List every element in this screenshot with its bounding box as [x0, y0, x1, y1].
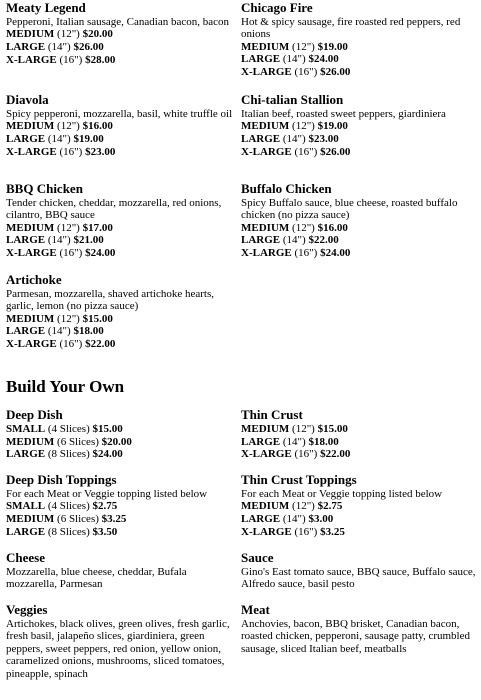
price-line: X-LARGE (16") $3.25	[241, 525, 345, 538]
price-line: LARGE (14") $24.00	[241, 53, 339, 66]
price-line: X-LARGE (16") $24.00	[241, 247, 351, 259]
item-description: Parmesan, mozzarella, shaved artichoke hearts, garlic, lemon (no pizza sauce)	[6, 288, 214, 313]
menu-item	[241, 408, 477, 461]
item-description: For each Meat or Veggie topping listed below	[6, 488, 208, 500]
price-line: MEDIUM (6 Slices) $3.25	[6, 513, 127, 525]
price-line: LARGE (14") $18.00	[241, 435, 339, 448]
menu-item	[241, 93, 477, 158]
price-line: X-LARGE (16") $22.00	[241, 448, 351, 461]
price-line: MEDIUM (12") $16.00	[241, 221, 348, 234]
item-description: Anchovies, bacon, BBQ brisket, Canadian bacon, roasted chicken, pepperoni, sausage patty, crumbled sausage, sliced Italian beef, meatballs	[241, 618, 470, 655]
item-description: Gino's East tomato sauce, BBQ sauce, Buffalo sauce, Alfredo sauce, basil pesto	[241, 566, 476, 591]
price-line: MEDIUM (12") $20.00	[6, 28, 113, 41]
price-line: MEDIUM (12") $15.00	[6, 312, 113, 325]
price-line: MEDIUM (12") $15.00	[241, 423, 348, 435]
menu-item	[241, 473, 477, 538]
price-line: X-LARGE (16") $23.00	[6, 145, 116, 158]
price-line: MEDIUM (12") $17.00	[6, 221, 113, 234]
menu-item	[6, 93, 234, 158]
price-line: X-LARGE (16") $26.00	[241, 145, 351, 158]
price-line: LARGE (8 Slices) $24.00	[6, 448, 123, 461]
price-line: LARGE (14") $23.00	[241, 133, 339, 145]
item-name: Diavola	[6, 92, 49, 107]
menu-item	[6, 551, 232, 591]
item-description: Artichokes, black olives, green olives, fresh garlic, fresh basil, jalapeño slices, giardiniera, green peppers, sweet peppers, red onion, yellow onion, caramelized onions, mushrooms, sliced tomatoes, pineapple, spinach	[6, 618, 230, 680]
price-line: MEDIUM (12") $2.75	[241, 500, 343, 513]
item-description: Tender chicken, cheddar, mozzarella, red onions, cilantro, BBQ sauce	[6, 197, 222, 222]
price-line: SMALL (4 Slices) $15.00	[6, 423, 123, 435]
menu-item	[241, 1, 477, 79]
price-line: SMALL (4 Slices) $2.75	[6, 500, 118, 513]
item-description: Spicy Buffalo sauce, blue cheese, roasted buffalo chicken (no pizza sauce)	[241, 197, 458, 222]
menu-item	[241, 182, 469, 260]
item-name: Artichoke	[6, 272, 62, 287]
item-name: Meaty Legend	[6, 0, 86, 15]
price-line: X-LARGE (16") $26.00	[241, 66, 351, 78]
item-description: Spicy pepperoni, mozzarella, basil, white truffle oil	[6, 108, 233, 120]
item-name: Meat	[241, 602, 270, 617]
item-name: Buffalo Chicken	[241, 181, 332, 196]
price-line: X-LARGE (16") $24.00	[6, 247, 116, 259]
price-line: MEDIUM (12") $19.00	[241, 120, 348, 133]
menu-item	[6, 1, 234, 66]
price-line: LARGE (14") $3.00	[241, 513, 334, 525]
item-description: Hot & spicy sausage, fire roasted red peppers, red onions	[241, 16, 461, 41]
price-line: MEDIUM (6 Slices) $20.00	[6, 435, 132, 448]
section-title: Build Your Own	[6, 377, 125, 396]
menu-item	[6, 273, 232, 351]
price-line: X-LARGE (16") $22.00	[6, 338, 116, 350]
menu-item	[6, 603, 234, 680]
item-name: Deep Dish Toppings	[6, 472, 117, 487]
price-line: LARGE (14") $21.00	[6, 234, 104, 247]
item-name: Veggies	[6, 602, 48, 617]
item-name: Cheese	[6, 550, 45, 565]
price-line: MEDIUM (12") $16.00	[6, 120, 113, 133]
menu-item	[6, 182, 232, 260]
price-line: X-LARGE (16") $28.00	[6, 53, 116, 66]
item-name: BBQ Chicken	[6, 181, 83, 196]
menu-item	[241, 551, 477, 591]
price-line: LARGE (14") $19.00	[6, 133, 104, 145]
item-description: Pepperoni, Italian sausage, Canadian bacon, bacon	[6, 16, 229, 28]
menu-item	[6, 473, 234, 538]
item-name: Chicago Fire	[241, 0, 313, 15]
item-description: Mozzarella, blue cheese, cheddar, Bufala mozzarella, Parmesan	[6, 566, 187, 591]
price-line: LARGE (8 Slices) $3.50	[6, 525, 118, 538]
item-description: Italian beef, roasted sweet peppers, giardiniera	[241, 108, 446, 120]
item-name: Deep Dish	[6, 407, 63, 422]
item-name: Chi-talian Stallion	[241, 92, 344, 107]
item-description: For each Meat or Veggie topping listed below	[241, 488, 443, 500]
price-line: LARGE (14") $26.00	[6, 41, 104, 53]
price-line: LARGE (14") $22.00	[241, 234, 339, 247]
menu-item	[6, 408, 234, 461]
item-name: Thin Crust Toppings	[241, 472, 357, 487]
price-line: MEDIUM (12") $19.00	[241, 40, 348, 53]
item-name: Sauce	[241, 550, 274, 565]
price-line: LARGE (14") $18.00	[6, 325, 104, 338]
menu-item	[241, 603, 477, 655]
item-name: Thin Crust	[241, 407, 303, 422]
